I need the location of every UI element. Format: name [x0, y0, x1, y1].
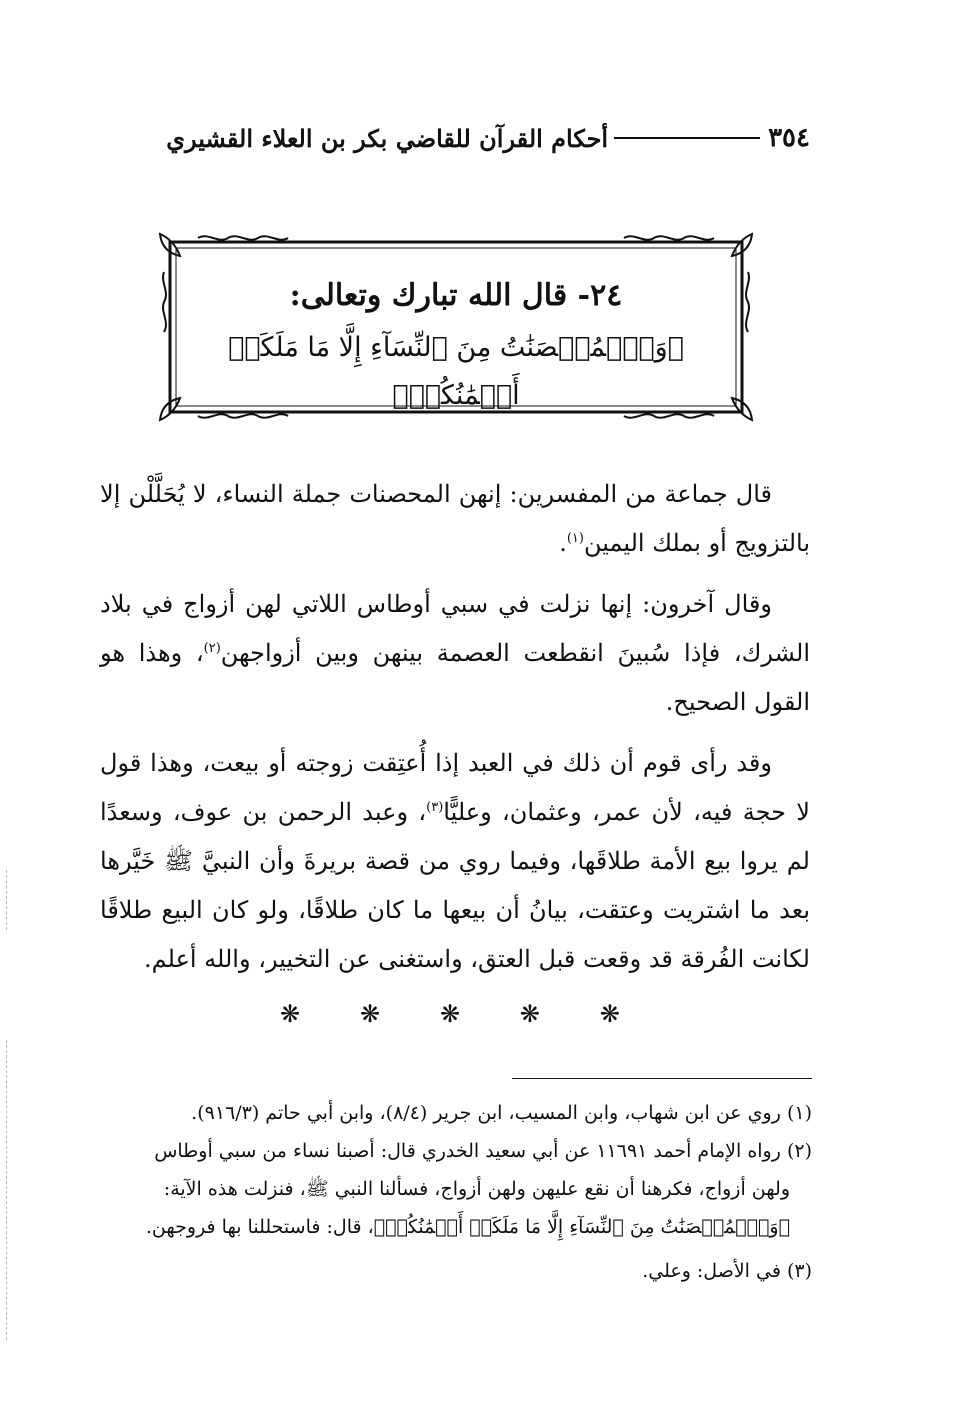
paragraph-3-text: وقد رأى قوم أن ذلك في العبد إذا أُعتِقت زوجته أو بيعت، وهذا قول لا حجة فيه، لأن عمر، وعثمان، وعليًّا — [100, 749, 810, 826]
body-text — [100, 470, 810, 996]
book-title: أحكام القرآن للقاضي بكر بن العلاء القشيري — [166, 123, 609, 153]
footnote-2-cont: ولهن أزواج، فكرهنا أن نقع عليهن ولهن أزواج، فسألنا النبي ﷺ، فنزلت هذه الآية: — [163, 1178, 790, 1200]
scan-margin-mark — [6, 870, 7, 930]
footnote-ref-1: (١) — [566, 531, 584, 546]
footnote-2-verse: ﴿وَٱلۡمُحۡصَنَٰتُ مِنَ ٱلنِّسَآءِ إِلَّا مَا مَلَكَتۡ أَيۡمَٰنُكُمۡ﴾، قال: فاستحللنا بها فروجهن. — [145, 1216, 790, 1238]
footnote-2: (٢) رواه الإمام أحمد ١١٦٩١ عن أبي سعيد الخدري قال: أصبنا نساء من سبي أوطاس — [154, 1140, 812, 1162]
section-title: ٢٤- قال الله تبارك وتعالى: — [289, 278, 623, 313]
header-rule — [614, 137, 760, 139]
footnote-ref-3: (٣) — [426, 800, 444, 815]
paragraph-1-text: قال جماعة من المفسرين: إنهن المحصنات جملة النساء، لا يُحَلَّلْن إلا بالتزويج أو بملك اليمين — [100, 480, 810, 557]
separator-star: ❋ — [280, 1000, 301, 1028]
paragraph-3-tail: ، وعبد الرحمن بن عوف، وسعدًا لم يروا بيع الأمة طلاقَها، وفيما روي من قصة بريرةَ وأن النبيَّ ﷺ خَيَّرها بعد ما اشتريت وعتقت، بيانُ أن بيعها ما كان طلاقًا، ولو كان البيع طلاقًا لكانت الفُرقة قد وقعت قبل العتق، واستغنى عن التخيير، والله أعلم. — [100, 798, 810, 973]
section-separator — [280, 1000, 620, 1028]
separator-star: ❋ — [439, 1000, 461, 1028]
paragraph-3 — [100, 739, 810, 984]
paragraph-1 — [100, 470, 810, 568]
paragraph-2-tail: ، وهذا هو القول الصحيح. — [100, 639, 810, 716]
separator-star: ❋ — [599, 1000, 620, 1028]
page-number: ٣٥٤ — [768, 123, 810, 153]
scan-margin-mark — [6, 1040, 7, 1340]
separator-star: ❋ — [359, 1000, 381, 1028]
footnote-ref-2: (٢) — [203, 641, 221, 656]
paragraph-2 — [100, 580, 810, 727]
footnote-rule — [512, 1078, 812, 1079]
section-verse: ﴿وَٱلۡمُحۡصَنَٰتُ مِنَ ٱلنِّسَآءِ إِلَّا مَا مَلَكَتۡ أَيۡمَٰنُكُمۡ﴾ — [228, 332, 684, 411]
footnote-3: (٣) في الأصل: وعلي. — [642, 1260, 812, 1282]
paragraph-1-tail: . — [559, 529, 567, 557]
footnotes — [100, 1094, 812, 1290]
running-header — [100, 118, 810, 158]
ornamental-frame — [158, 232, 754, 422]
paragraph-2-text: وقال آخرون: إنها نزلت في سبي أوطاس اللاتي لهن أزواج في بلاد الشرك، فإذا سُبينَ انقطعت العصمة بينهن وبين أزواجهن — [100, 590, 810, 667]
separator-star: ❋ — [519, 1000, 541, 1028]
footnote-1: (١) روي عن ابن شهاب، وابن المسيب، ابن جرير (٨/٤)، وابن أبي حاتم (٩١٦/٣). — [191, 1102, 812, 1124]
